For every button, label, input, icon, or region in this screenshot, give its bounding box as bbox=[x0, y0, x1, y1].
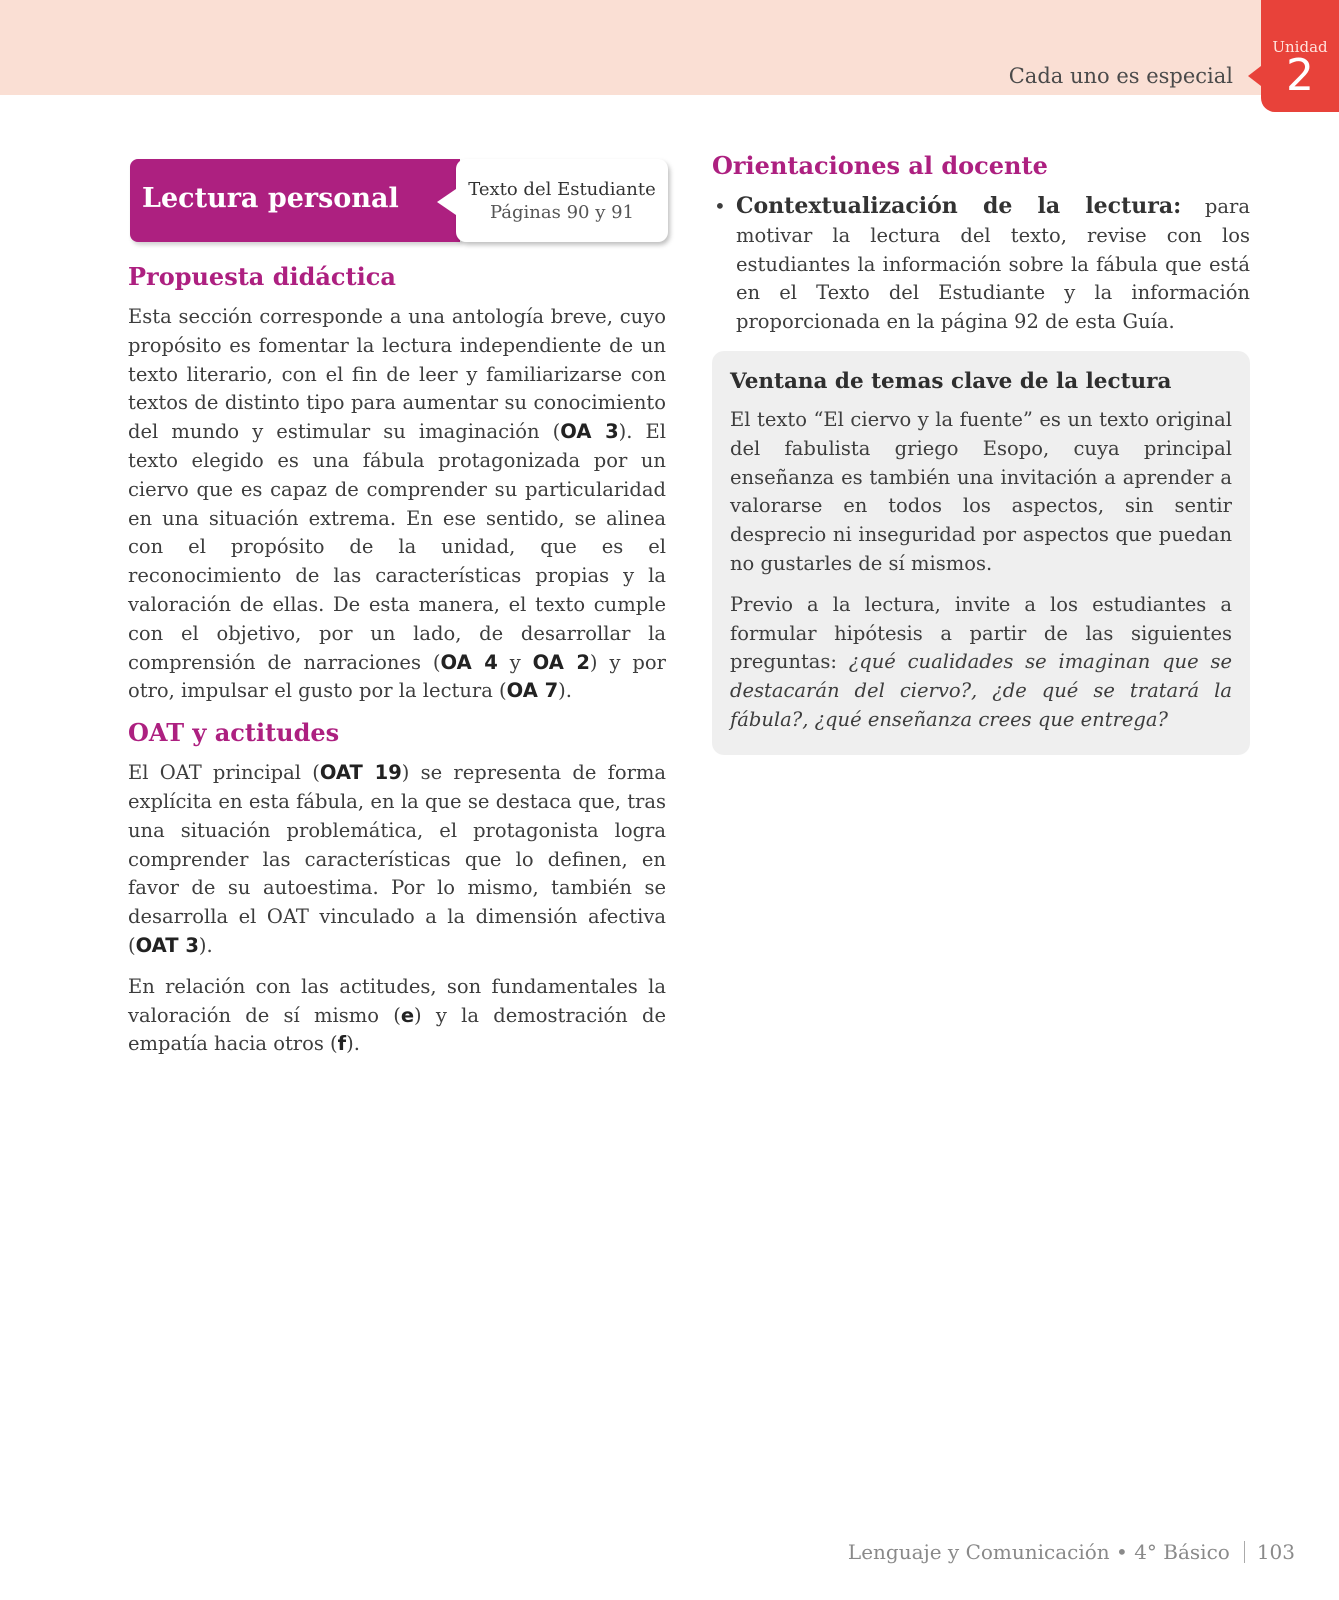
key-topics-title: Ventana de temas clave de la lectura bbox=[730, 368, 1172, 394]
guiding-questions: ¿qué cualidades se imaginan que se destacarán del ciervo?, ¿de qué se tratará la fábula?, ¿qué enseñanza crees que entrega? bbox=[730, 650, 1232, 731]
attitude-code: e bbox=[400, 1003, 415, 1027]
reference-pages: Páginas 90 y 91 bbox=[489, 202, 635, 223]
objective-code: OA 3 bbox=[560, 420, 619, 444]
reference-book: Texto del Estudiante bbox=[468, 179, 656, 200]
orientaciones-heading: Orientaciones al docente bbox=[712, 151, 1048, 180]
key-topics-paragraph-1: El texto “El ciervo y la fuente” es un texto original del fabulista griego Esopo, cuya principal enseñanza es también una invitación a aprender a valorarse en todos los aspectos, sin sentir desprecio ni inseguridad por aspectos que puedan no gustarles de sí mismos. bbox=[730, 407, 1232, 575]
text-run: ). El texto elegido es una fábula protagonizada por un ciervo que es capaz de comprender su particularidad en una situación extrema. En ese sentido, se alinea con el propósito de la unidad, que es el reconocimiento de las características propias y la valoración de ellas. De esta manera, el texto cumple con el objetivo, por un lado, de desarrollar la comprensión de narraciones ( bbox=[128, 420, 666, 674]
bullet-icon: • bbox=[714, 194, 726, 218]
page-footer bbox=[848, 1540, 1295, 1564]
footer-divider bbox=[1244, 1541, 1245, 1563]
banner-title: Lectura personal bbox=[142, 183, 399, 214]
student-text-reference bbox=[456, 159, 668, 242]
objective-code: OA 7 bbox=[506, 679, 559, 703]
unit-tab bbox=[1261, 0, 1339, 112]
text-run: El OAT principal ( bbox=[128, 761, 320, 785]
text-run: Previo a la lectura, invite a los estudiantes a formular hipótesis a partir de las siguientes preguntas: bbox=[730, 592, 1232, 674]
bullet-item bbox=[712, 192, 1250, 337]
banner-background bbox=[130, 159, 460, 242]
objective-code: OA 4 bbox=[440, 650, 498, 674]
unit-number: 2 bbox=[1286, 50, 1314, 101]
bullet-heading: Contextualización de la lectura: bbox=[736, 193, 1182, 219]
key-topics-paragraph-2 bbox=[730, 591, 1232, 735]
propuesta-heading: Propuesta didáctica bbox=[128, 262, 396, 291]
text-run: ). bbox=[198, 933, 213, 957]
objective-code: OAT 19 bbox=[319, 761, 402, 785]
text-run: ). bbox=[346, 1032, 360, 1056]
text-run: ) y por otro, impulsar el gusto por la lectura ( bbox=[128, 650, 666, 703]
unit-title: Cada uno es especial bbox=[1008, 64, 1233, 88]
text-run: para motivar la lectura del texto, revise con los estudiantes la información sobre la fábula que está en el Texto del Estudiante y la información proporcionada en la página 92 de esta Guía. bbox=[736, 195, 1250, 334]
reading-banner bbox=[130, 159, 668, 242]
attitudes-paragraph bbox=[128, 973, 666, 1059]
key-topics-box bbox=[712, 351, 1250, 755]
text-run: En relación con las actitudes, son fundamentales la valoración de sí mismo ( bbox=[128, 974, 666, 1027]
text-run: ) y la demostración de empatía hacia otros ( bbox=[128, 1003, 666, 1056]
objective-code: OA 2 bbox=[532, 650, 590, 674]
text-run: ). bbox=[558, 679, 572, 703]
oat-paragraph bbox=[128, 759, 666, 961]
page-number: 103 bbox=[1256, 1540, 1295, 1564]
objective-code: OAT 3 bbox=[135, 933, 199, 957]
propuesta-paragraph bbox=[128, 303, 666, 706]
oat-heading: OAT y actitudes bbox=[128, 718, 340, 748]
text-run: y bbox=[497, 650, 533, 674]
attitude-code: f bbox=[337, 1032, 347, 1056]
bullet-paragraph bbox=[736, 192, 1250, 337]
right-column bbox=[712, 151, 1250, 755]
footer-subject: Lenguaje y Comunicación • 4° Básico bbox=[847, 1540, 1230, 1564]
unit-label: Unidad bbox=[1272, 38, 1328, 56]
text-run: Esta sección corresponde a una antología breve, cuyo propósito es fomentar la lectura independiente de un texto literario, con el fin de leer y familiarizarse con textos de distinto tipo para aumentar su conocimiento del mundo y estimular su imaginación ( bbox=[128, 305, 666, 444]
left-column bbox=[128, 262, 666, 1071]
text-run: ) se representa de forma explícita en esta fábula, en la que se destaca que, tras una situación problemática, el protagonista logra comprender las características que lo definen, en favor de su autoestima. Por lo mismo, también se desarrolla el OAT vinculado a la dimensión afectiva ( bbox=[128, 761, 667, 957]
